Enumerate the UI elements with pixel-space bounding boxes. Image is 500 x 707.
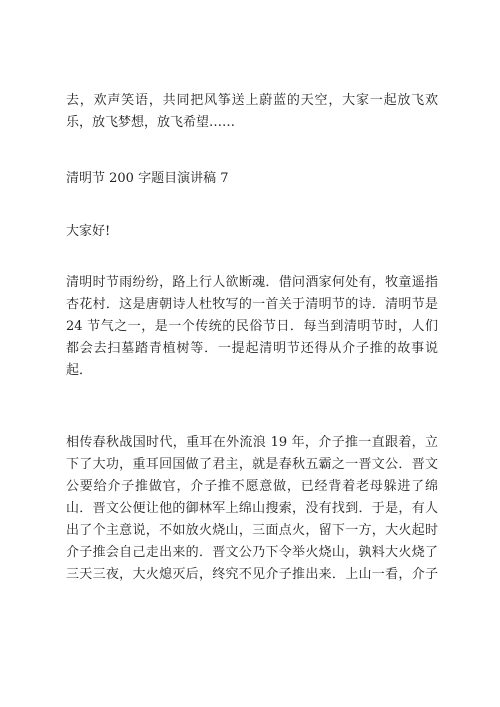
greeting: 大家好! (66, 224, 111, 239)
paragraph-2-line: 山．晋文公便让他的御林军上绵山搜索，没有找到．于是，有人 (66, 501, 438, 516)
paragraph-1 (66, 272, 438, 382)
paragraph-2-line: 相传春秋战国时代，重耳在外流浪 19 年，介子推一直跟着，立 (66, 435, 438, 450)
paragraph-2-line: 三天三夜，大火熄灭后，终究不见介子推出来．上山一看，介子 (66, 567, 438, 582)
paragraph-2-line: 出了个主意说，不如放火烧山，三面点火，留下一方，大火起时 (66, 523, 438, 538)
paragraph-2-line: 公要给介子推做官，介子推不愿意做，已经背着老母躲进了绵 (66, 479, 438, 494)
paragraph-1-line: 24 节气之一，是一个传统的民俗节日．每当到清明节时，人们 (66, 319, 438, 334)
intro-line-2: 乐，放飞梦想，放飞希望…… (66, 115, 236, 130)
paragraph-1-line: 杏花村．这是唐朝诗人杜牧写的一首关于清明节的诗．清明节是 (66, 297, 438, 312)
speech-title: 清明节 200 字题目演讲稿 7 (66, 171, 229, 186)
paragraph-2 (66, 432, 438, 586)
paragraph-2-line: 下了大功，重耳回国做了君主，就是春秋五霸之一晋文公．晋文 (66, 457, 438, 472)
paragraph-1-line: 都会去扫墓踏青植树等．一提起清明节还得从介子推的故事说 (66, 341, 438, 356)
intro-line-1: 去，欢声笑语，共同把风筝送上蔚蓝的天空，大家一起放飞欢 (66, 93, 438, 108)
paragraph-1-line: 清明时节雨纷纷，路上行人欲断魂．借问酒家何处有，牧童遥指 (66, 275, 438, 290)
intro-paragraph (66, 90, 438, 134)
paragraph-1-line: 起． (66, 363, 93, 378)
paragraph-2-line: 介子推会自己走出来的．晋文公乃下令举火烧山，孰料大火烧了 (66, 545, 438, 560)
